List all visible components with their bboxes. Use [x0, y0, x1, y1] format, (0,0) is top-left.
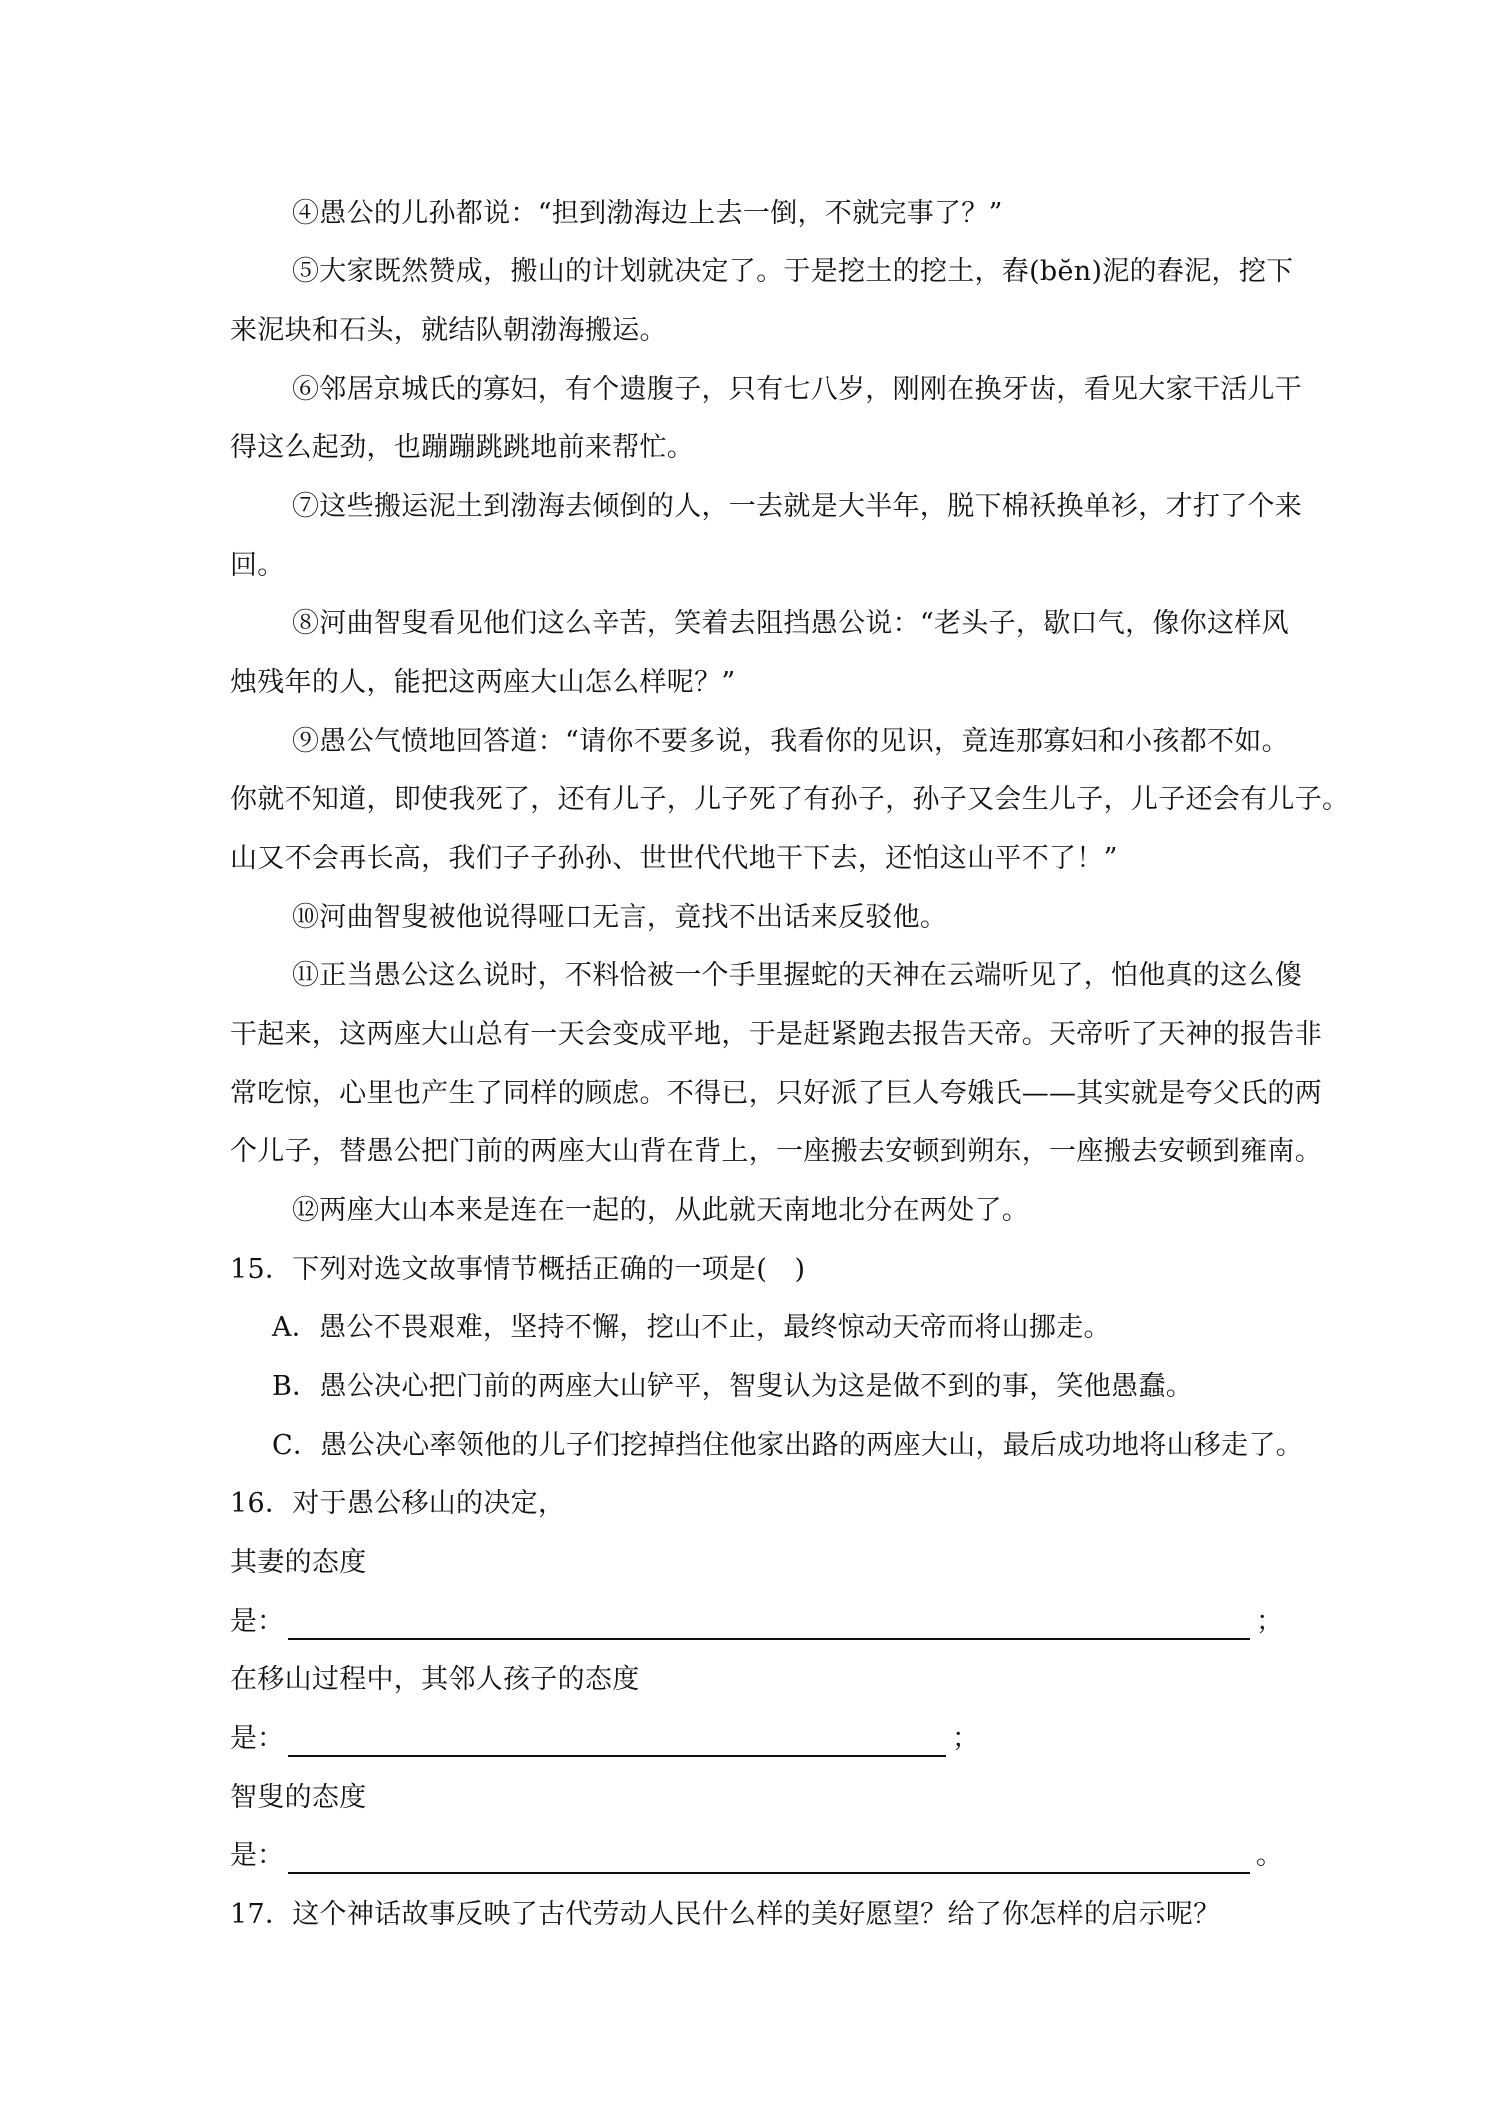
answer-end-punct: ；: [1256, 1606, 1283, 1637]
question-16-stem: 16．对于愚公移山的决定，: [230, 1488, 566, 1519]
paragraph-8-line-1: ⑧河曲智叟看见他们这么辛苦，笑着去阻挡愚公说：“老头子，歇口气，像你这样风: [292, 608, 1289, 639]
paragraph-11-line-4: 个儿子，替愚公把门前的两座大山背在背上，一座搬去安顿到朔东，一座搬去安顿到雍南。: [230, 1136, 1322, 1167]
paragraph-7-line-1: ⑦这些搬运泥土到渤海去倾倒的人，一去就是大半年，脱下棉袄换单衫，才打了个来: [292, 491, 1303, 522]
question-16-zhisou-answer-row: [230, 1838, 1283, 1874]
zhisou-attitude-answer-blank[interactable]: [288, 1844, 1250, 1874]
question-16-wife-answer-row: [230, 1604, 1283, 1640]
question-16-wife-label: 其妻的态度: [230, 1547, 367, 1578]
answer-prefix: 是：: [230, 1723, 284, 1754]
question-15-option-c[interactable]: C．愚公决心率领他的儿子们挖掉挡住他家出路的两座大山，最后成功地将山移走了。: [272, 1430, 1304, 1461]
answer-prefix: 是：: [230, 1840, 284, 1871]
paragraph-11-line-3: 常吃惊，心里也产生了同样的顾虑。不得已，只好派了巨人夸娥氏——其实就是夸父氏的两: [230, 1078, 1322, 1109]
paragraph-6-line-2: 得这么起劲，也蹦蹦跳跳地前来帮忙。: [230, 432, 695, 463]
paragraph-5-line-2: 来泥块和石头，就结队朝渤海搬运。: [230, 315, 667, 346]
child-attitude-answer-blank[interactable]: [288, 1727, 946, 1757]
paragraph-12: ⑫两座大山本来是连在一起的，从此就天南地北分在两处了。: [292, 1195, 1030, 1226]
paragraph-9-line-2: 你就不知道，即使我死了，还有儿子，儿子死了有孙子，孙子又会生儿子，儿子还会有儿子。: [230, 784, 1350, 815]
question-15-option-b[interactable]: B．愚公决心把门前的两座大山铲平，智叟认为这是做不到的事，笑他愚蠢。: [272, 1371, 1194, 1402]
paragraph-11-line-2: 干起来，这两座大山总有一天会变成平地，于是赶紧跑去报告天帝。天帝听了天神的报告非: [230, 1019, 1322, 1050]
paragraph-10: ⑩河曲智叟被他说得哑口无言，竟找不出话来反驳他。: [292, 902, 948, 933]
paragraph-9-line-1: ⑨愚公气愤地回答道：“请你不要多说，我看你的见识，竟连那寡妇和小孩都不如。: [292, 726, 1289, 757]
paragraph-7-line-2: 回。: [230, 550, 285, 581]
paragraph-9-line-3: 山又不会再长高，我们子子孙孙、世世代代地干下去，还怕这山平不了！”: [230, 843, 1118, 874]
question-15-stem: 15．下列对选文故事情节概括正确的一项是( ): [230, 1254, 806, 1285]
wife-attitude-answer-blank[interactable]: [288, 1610, 1250, 1640]
question-15-option-a[interactable]: A．愚公不畏艰难，坚持不懈，挖山不止，最终惊动天帝而将山挪走。: [272, 1312, 1111, 1343]
question-17-stem: 17．这个神话故事反映了古代劳动人民什么样的美好愿望？给了你怎样的启示呢？: [230, 1899, 1221, 1930]
paragraph-5-line-1: ⑤大家既然赞成，搬山的计划就决定了。于是挖土的挖土，舂(bĕn)泥的舂泥，挖下: [292, 256, 1294, 287]
paragraph-11-line-1: ⑪正当愚公这么说时，不料恰被一个手里握蛇的天神在云端听见了，怕他真的这么傻: [292, 960, 1303, 991]
paragraph-4: ④愚公的儿孙都说：“担到渤海边上去一倒，不就完事了？”: [292, 198, 1003, 229]
question-16-child-answer-row: [230, 1721, 979, 1757]
answer-end-punct: ；: [952, 1723, 979, 1754]
question-16-zhisou-label: 智叟的态度: [230, 1782, 367, 1813]
answer-end-punct: 。: [1256, 1840, 1283, 1871]
answer-prefix: 是：: [230, 1606, 284, 1637]
question-16-child-label: 在移山过程中，其邻人孩子的态度: [230, 1664, 640, 1695]
paragraph-8-line-2: 烛残年的人，能把这两座大山怎么样呢？”: [230, 667, 736, 698]
paragraph-6-line-1: ⑥邻居京城氏的寡妇，有个遗腹子，只有七八岁，刚刚在换牙齿，看见大家干活儿干: [292, 374, 1303, 405]
